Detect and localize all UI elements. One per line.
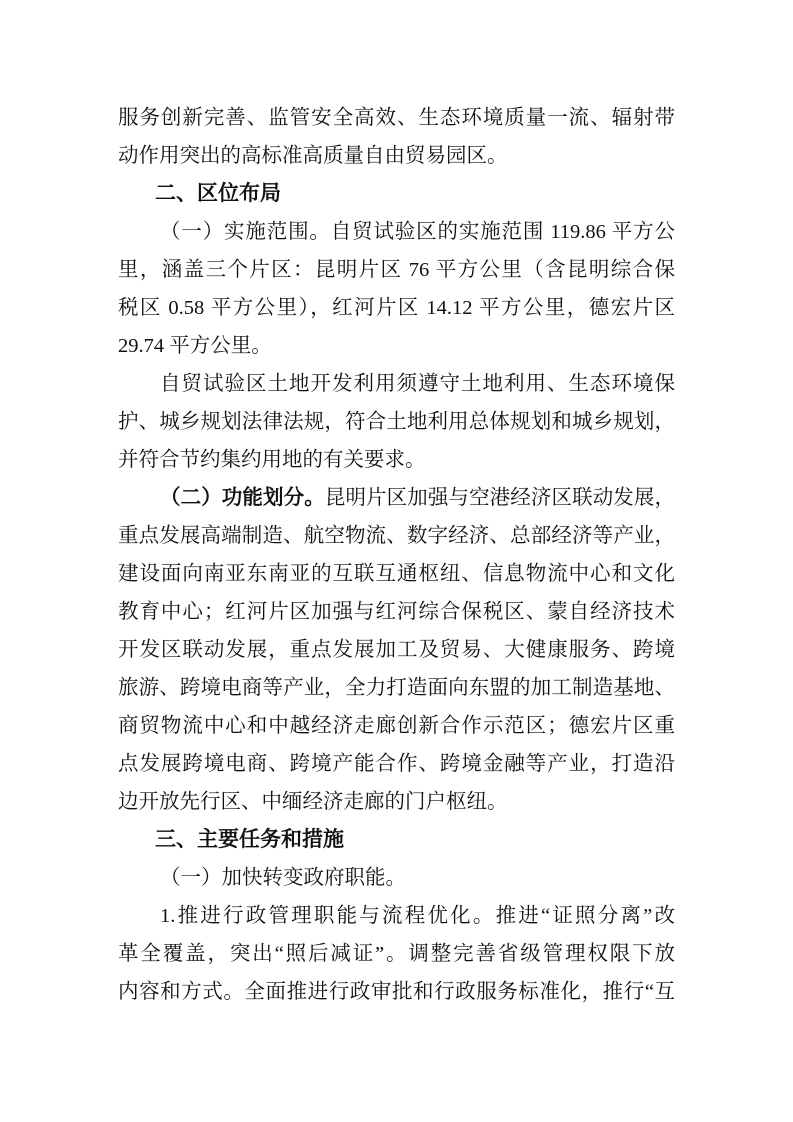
text-line: 开发区联动发展，重点发展加工及贸易、大健康服务、跨境 (118, 639, 675, 661)
text-line: 里，涵盖三个片区：昆明片区 76 平方公里（含昆明综合保 (118, 259, 675, 281)
text-line: 教育中心；红河片区加强与红河综合保税区、蒙自经济技术 (118, 601, 675, 623)
text-line: 29.74 平方公里。 (118, 335, 272, 357)
text-line: 重点发展高端制造、航空物流、数字经济、总部经济等产业， (118, 525, 675, 547)
text-line: 动作用突出的高标准高质量自由贸易园区。 (118, 145, 508, 167)
document-page (118, 99, 675, 1011)
text-line: 革全覆盖，突出“照后减证”。调整完善省级管理权限下放 (118, 943, 675, 965)
text-line: 并符合节约集约用地的有关要求。 (118, 449, 426, 471)
text-line (118, 479, 675, 517)
text-line: 点发展跨境电商、跨境产能合作、跨境金融等产业，打造沿 (118, 753, 675, 775)
text-line: 服务创新完善、监管安全高效、生态环境质量一流、辐射带 (118, 107, 675, 129)
subheading-functions: （二）功能划分。 (160, 487, 325, 509)
section-heading-tasks: 三、主要任务和措施 (155, 828, 344, 851)
text-span: 昆明片区加强与空港经济区联动发展， (324, 487, 675, 509)
text-line: 边开放先行区、中缅经济走廊的门户枢纽。 (118, 791, 508, 813)
text-line: 护、城乡规划法律法规，符合土地利用总体规划和城乡规划， (118, 411, 675, 433)
subheading-government: （一）加快转变政府职能。 (160, 867, 406, 889)
text-line: 自贸试验区土地开发利用须遵守土地利用、生态环境保 (160, 373, 675, 395)
text-line: 建设面向南亚东南亚的互联互通枢纽、信息物流中心和文化 (118, 563, 675, 585)
paragraph-scope (118, 213, 675, 365)
text-line: 旅游、跨境电商等产业，全力打造面向东盟的加工制造基地、 (118, 677, 675, 699)
text-line: 税区 0.58 平方公里），红河片区 14.12 平方公里，德宏片区 (118, 297, 675, 319)
text-line: （一）实施范围。自贸试验区的实施范围 119.86 平方公 (160, 221, 675, 243)
paragraph-land-use (118, 365, 675, 479)
paragraph-goal (118, 99, 675, 175)
text-line: 内容和方式。全面推进行政审批和行政服务标准化，推行“互 (118, 981, 675, 1003)
paragraph-admin (118, 897, 675, 1011)
section-heading-layout: 二、区位布局 (155, 182, 281, 205)
text-line: 1.推进行政管理职能与流程优化。推进“证照分离”改 (160, 905, 675, 927)
paragraph-functions (118, 479, 675, 821)
text-line: 商贸物流中心和中越经济走廊创新合作示范区；德宏片区重 (118, 715, 675, 737)
